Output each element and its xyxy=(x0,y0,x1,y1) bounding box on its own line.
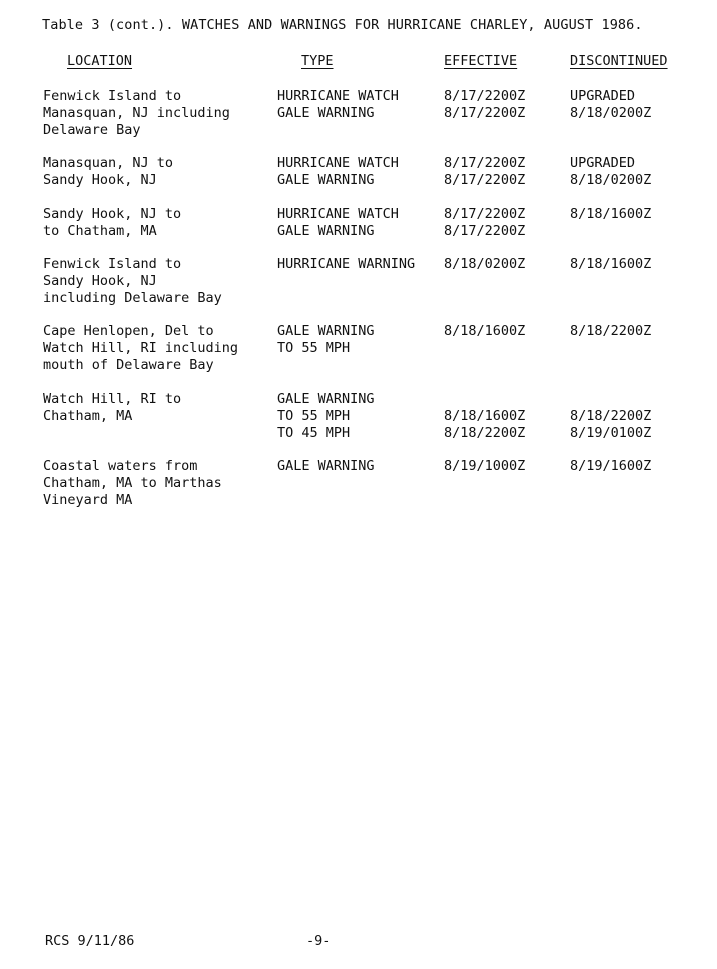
cell-line: 8/19/1000Z xyxy=(444,458,526,474)
table-title: Table 3 (cont.). WATCHES AND WARNINGS FOR HURRICANE CHARLEY, AUGUST 1986. xyxy=(42,17,643,33)
effective-cell xyxy=(444,155,525,189)
cell-line: UPGRADED xyxy=(570,155,636,171)
cell-line: 8/18/1600Z xyxy=(444,323,526,339)
location-cell xyxy=(43,323,238,374)
cell-line: Sandy Hook, NJ xyxy=(43,172,157,188)
location-cell xyxy=(43,256,222,307)
cell-line: including Delaware Bay xyxy=(43,290,222,306)
discontinued-cell xyxy=(570,155,651,189)
cell-line: GALE WARNING xyxy=(277,323,375,339)
header-location: LOCATION xyxy=(67,53,133,69)
cell-line: Fenwick Island to xyxy=(43,88,182,104)
cell-line: GALE WARNING xyxy=(277,458,375,474)
discontinued-cell xyxy=(570,256,651,273)
location-cell xyxy=(43,88,230,139)
cell-line: Vineyard MA xyxy=(43,492,133,508)
effective-cell xyxy=(444,256,525,273)
cell-line: Cape Henlopen, Del to xyxy=(43,323,214,339)
cell-line: 8/18/0200Z xyxy=(444,256,526,272)
cell-line: 8/17/2200Z xyxy=(444,88,526,104)
cell-line: HURRICANE WATCH xyxy=(277,206,399,222)
location-cell xyxy=(43,155,173,189)
cell-line: Watch Hill, RI to xyxy=(43,391,182,407)
location-cell xyxy=(43,206,181,240)
cell-line: 8/18/1600Z xyxy=(444,408,526,424)
cell-line: 8/18/2200Z xyxy=(570,408,652,424)
type-cell xyxy=(277,155,399,189)
cell-line: Watch Hill, RI including xyxy=(43,340,239,356)
cell-line: mouth of Delaware Bay xyxy=(43,357,214,373)
discontinued-cell xyxy=(570,323,651,340)
cell-line: Chatham, MA xyxy=(43,408,133,424)
cell-line: 8/18/2200Z xyxy=(444,425,526,441)
cell-line: 8/18/1600Z xyxy=(570,206,652,222)
cell-line: UPGRADED xyxy=(570,88,636,104)
cell-line: TO 55 MPH xyxy=(277,408,351,424)
effective-cell xyxy=(444,323,525,340)
discontinued-cell xyxy=(570,206,651,223)
cell-line: HURRICANE WATCH xyxy=(277,88,399,104)
cell-line: HURRICANE WATCH xyxy=(277,155,399,171)
location-cell xyxy=(43,458,222,509)
cell-line: 8/17/2200Z xyxy=(444,206,526,222)
cell-line: 8/17/2200Z xyxy=(444,105,526,121)
cell-line xyxy=(570,391,651,408)
type-cell xyxy=(277,256,415,273)
cell-line: 8/18/0200Z xyxy=(570,105,652,121)
cell-line: Delaware Bay xyxy=(43,122,141,138)
cell-line: Manasquan, NJ to xyxy=(43,155,174,171)
cell-line: TO 55 MPH xyxy=(277,340,351,356)
type-cell xyxy=(277,206,399,240)
discontinued-cell xyxy=(570,391,651,442)
cell-line: TO 45 MPH xyxy=(277,425,351,441)
type-cell xyxy=(277,88,399,122)
cell-line: Coastal waters from xyxy=(43,458,198,474)
cell-line: Fenwick Island to xyxy=(43,256,182,272)
cell-line: 8/19/0100Z xyxy=(570,425,652,441)
type-cell xyxy=(277,458,375,475)
cell-line: GALE WARNING xyxy=(277,391,375,407)
effective-cell xyxy=(444,391,525,442)
cell-line: Manasquan, NJ including xyxy=(43,105,230,121)
cell-line: 8/19/1600Z xyxy=(570,458,652,474)
page-number: -9- xyxy=(306,933,331,949)
cell-line: HURRICANE WARNING xyxy=(277,256,416,272)
cell-line: GALE WARNING xyxy=(277,105,375,121)
header-discontinued: DISCONTINUED xyxy=(570,53,668,69)
effective-cell xyxy=(444,206,525,240)
cell-line xyxy=(444,391,525,408)
cell-line: 8/18/2200Z xyxy=(570,323,652,339)
location-cell xyxy=(43,391,181,425)
cell-line: 8/17/2200Z xyxy=(444,155,526,171)
cell-line: GALE WARNING xyxy=(277,172,375,188)
type-cell xyxy=(277,323,375,357)
cell-line: Chatham, MA to Marthas xyxy=(43,475,222,491)
cell-line: Sandy Hook, NJ to xyxy=(43,206,182,222)
cell-line: to Chatham, MA xyxy=(43,223,157,239)
effective-cell xyxy=(444,88,525,122)
cell-line: 8/17/2200Z xyxy=(444,172,526,188)
header-type: TYPE xyxy=(301,53,334,69)
cell-line: GALE WARNING xyxy=(277,223,375,239)
footer-date: RCS 9/11/86 xyxy=(45,933,135,949)
header-effective: EFFECTIVE xyxy=(444,53,518,69)
cell-line: Sandy Hook, NJ xyxy=(43,273,157,289)
discontinued-cell xyxy=(570,458,651,475)
cell-line: 8/17/2200Z xyxy=(444,223,526,239)
type-cell xyxy=(277,391,375,442)
cell-line: 8/18/1600Z xyxy=(570,256,652,272)
cell-line: 8/18/0200Z xyxy=(570,172,652,188)
effective-cell xyxy=(444,458,525,475)
discontinued-cell xyxy=(570,88,651,122)
